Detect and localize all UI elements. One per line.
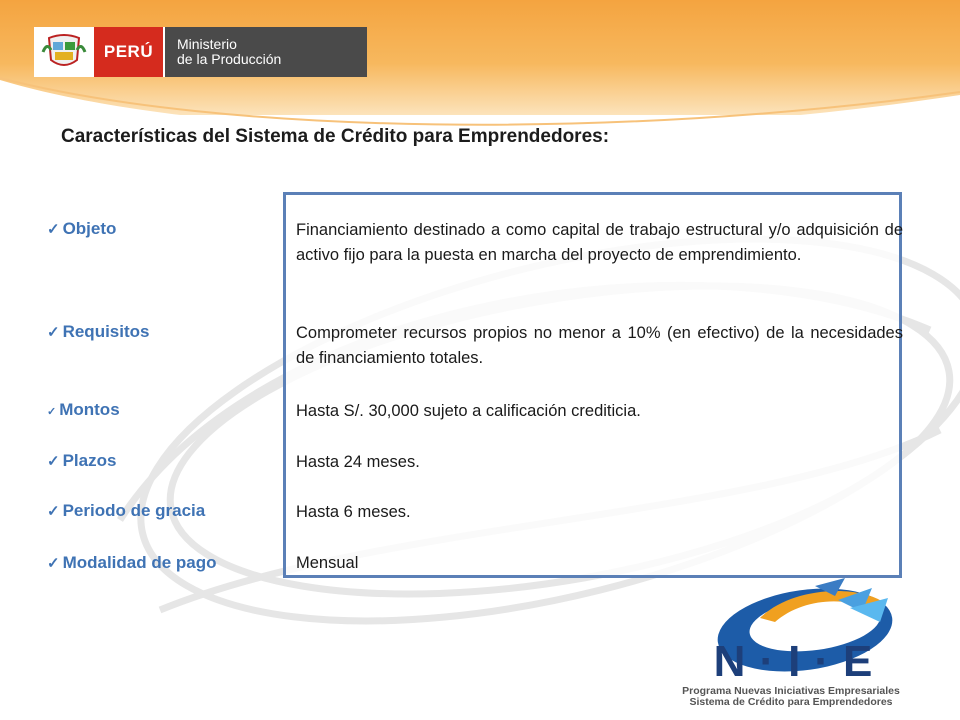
check-icon: ✓	[47, 555, 60, 572]
check-icon: ✓	[47, 221, 60, 238]
check-icon: ✓	[47, 503, 60, 520]
feature-value-montos: Hasta S/. 30,000 sujeto a calificación crediticia.	[296, 402, 641, 420]
feature-details-box	[283, 192, 902, 578]
check-icon: ✓	[47, 324, 60, 341]
feature-value-modalidad-pago: Mensual	[296, 554, 359, 572]
feature-value-objeto: Financiamiento destinado a como capital de trabajo estructural y/o adquisición de activo fijo para la puesta en marcha del proyecto de emprendimiento.	[296, 221, 903, 264]
slide-title: Características del Sistema de Crédito para Emprendedores:	[61, 126, 610, 147]
nie-mark: N·I·E	[713, 637, 887, 686]
logo-ministry-line2: de la Producción	[177, 51, 282, 67]
nie-caption-line1: Programa Nuevas Iniciativas Empresariales	[682, 685, 900, 697]
feature-value-periodo-gracia: Hasta 6 meses.	[296, 503, 411, 521]
feature-label-montos: ✓ Montos	[47, 400, 120, 419]
logo-ministry-line1: Ministerio	[177, 36, 237, 52]
feature-label-requisitos: ✓ Requisitos	[47, 322, 150, 341]
nie-caption	[646, 686, 936, 708]
feature-label-modalidad-pago: ✓ Modalidad de pago	[47, 553, 217, 572]
feature-label-plazos: ✓ Plazos	[47, 451, 117, 470]
nie-caption-line2: Sistema de Crédito para Emprendedores	[689, 696, 893, 708]
feature-value-plazos: Hasta 24 meses.	[296, 453, 420, 471]
feature-value-requisitos: Comprometer recursos propios no menor a 10% (en efectivo) de la necesidades de financiamiento totales.	[296, 324, 903, 367]
check-icon: ✓	[47, 406, 57, 418]
feature-label-objeto: ✓ Objeto	[47, 219, 117, 238]
feature-label-periodo-gracia: ✓ Periodo de gracia	[47, 501, 206, 520]
logo-country: PERÚ	[94, 27, 163, 77]
check-icon: ✓	[47, 453, 60, 470]
